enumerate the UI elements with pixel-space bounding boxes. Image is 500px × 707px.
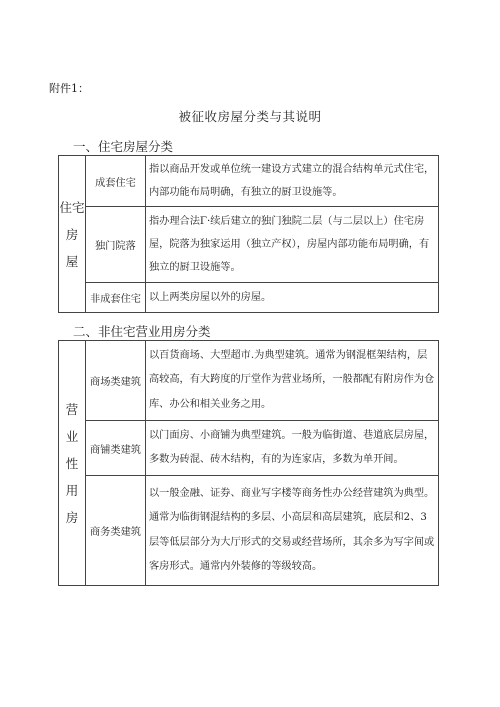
building-type-cell: 商务类建筑 — [86, 476, 146, 586]
description-cell: 以门面房、小商铺为典型建筑。一般为临街道、巷道底层房屋，多数为砖混、砖木结构，有的为连家店，多数为单开间。 — [146, 421, 439, 476]
table-row — [59, 421, 439, 476]
category-char: 业 — [65, 428, 79, 444]
description-cell: 以一般金融、证券、商业写字楼等商务性办公经营建筑为典型。通常为临街钢混结构的多层、小高层和高层建筑，底层和2、3层等低层部分为大厅形式的交易或经营场所，其余多为写字间或客房形式。通常内外装修的等级较高。 — [146, 476, 439, 586]
description-cell: 以上两类房屋以外的房屋。 — [146, 283, 439, 313]
building-type-cell: 商场类建筑 — [86, 341, 146, 421]
table-row — [59, 341, 439, 421]
residential-table — [58, 155, 439, 313]
section-heading-residential: 一、住宅房屋分类 — [73, 139, 174, 154]
table-row — [59, 283, 439, 313]
attachment-label: 附件1： — [49, 82, 89, 95]
building-type-cell: 商铺类建筑 — [86, 421, 146, 476]
category-char: 用 — [65, 482, 79, 498]
table-row — [59, 207, 439, 283]
category-char: 营 — [65, 401, 79, 417]
commercial-table — [58, 340, 439, 586]
document-title: 被征收房屋分类与其说明 — [178, 109, 322, 124]
table-row — [59, 476, 439, 586]
section-heading-commercial: 二、非住宅营业用房分类 — [73, 324, 211, 339]
category-char: 性 — [65, 455, 79, 471]
description-cell: 指办理合法Γ·续后建立的独门独院二层（与二层以上）住宅房屋，院落为独家运用（独立产权），房屋内部功能布局明确，有独立的厨卫设施等。 — [146, 207, 439, 283]
category-cell-residential — [59, 156, 86, 313]
house-type-cell: 成套住宅 — [86, 156, 146, 207]
category-char: 屋 — [65, 253, 79, 269]
description-cell: 以百货商场、大型超市.为典型建筑。通常为钢混框架结构，层高较高，有大跨度的厅堂作为营业场所，一般都配有附房作为仓库、办公和相关业务之用。 — [146, 341, 439, 421]
category-char: 房 — [65, 509, 79, 525]
house-type-cell: 非成套住宅 — [86, 283, 146, 313]
category-char: 住宅 — [59, 199, 85, 215]
table-row — [59, 156, 439, 207]
description-cell: 指以商品开发或单位统一建设方式建立的混合结构单元式住宅，内部功能布局明确，有独立的厨卫设施等。 — [146, 156, 439, 207]
category-cell-commercial — [59, 341, 86, 586]
category-char: 房 — [65, 226, 79, 242]
house-type-cell: 独门院落 — [86, 207, 146, 283]
